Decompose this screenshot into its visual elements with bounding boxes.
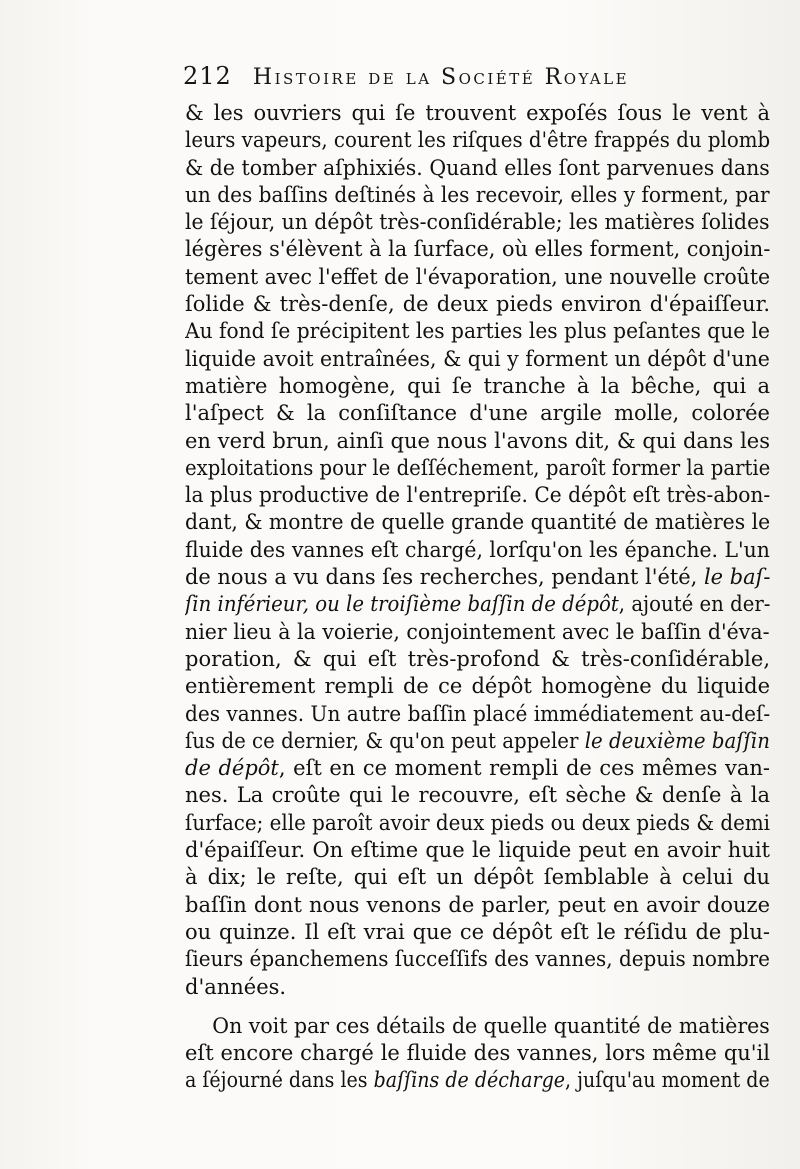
- running-title: Histoire de la Société Royale: [252, 65, 630, 90]
- italic-text: baſſins de décharge: [373, 1068, 566, 1093]
- text-segment: ſurface; elle paroît avoir deux pieds ou deux pieds & demi: [185, 810, 770, 835]
- text-line: [185, 1040, 770, 1067]
- text-line: [185, 646, 770, 673]
- text-line: [185, 728, 770, 755]
- text-line: [185, 509, 770, 536]
- text-line: [185, 482, 770, 509]
- text-line: [185, 428, 770, 455]
- italic-text: le baſ-: [703, 565, 771, 590]
- text-line: [185, 810, 770, 837]
- text-segment: de nous a vu dans ſes recherches, pendant l'été,: [185, 565, 704, 590]
- text-segment: liquide avoit entraînées, & qui y forment un dépôt d'une: [185, 346, 770, 371]
- text-line: [185, 946, 770, 973]
- text-line: [185, 291, 770, 318]
- text-segment: Au fond ſe précipitent les parties les plus peſantes que le: [185, 319, 770, 344]
- text-segment: eſt encore chargé le fluide des vannes, lors même qu'il: [185, 1041, 770, 1066]
- text-segment: des vannes. Un autre baſſin placé immédiatement au-deſ-: [185, 701, 771, 726]
- text-line: [185, 264, 770, 291]
- text-segment: baſſin dont nous venons de parler, peut en avoir douze: [185, 892, 770, 917]
- text-line: [185, 782, 770, 809]
- text-segment: en verd brun, ainſi que nous l'avons dit, & qui dans les: [185, 428, 770, 453]
- text-line: [185, 755, 770, 782]
- text-line: [185, 701, 770, 728]
- italic-text: ſin inférieur, ou le troiſième baſſin de dépôt: [185, 592, 619, 617]
- text-line: [185, 373, 770, 400]
- text-segment: dant, & montre de quelle grande quantité de matières le: [185, 510, 770, 535]
- text-segment: à dix; le reſte, qui eſt un dépôt ſemblable à celui du: [185, 865, 770, 890]
- text-line: [185, 455, 770, 482]
- body-text: [185, 100, 770, 1095]
- text-segment: poration, & qui eſt très-profond & très-conſidérable,: [185, 646, 770, 671]
- text-line: [185, 974, 770, 1001]
- page-header: [183, 62, 743, 102]
- text-line: [185, 591, 770, 618]
- italic-text: le deuxième baſſin: [584, 728, 770, 753]
- text-line: [185, 318, 770, 345]
- text-line: [185, 537, 770, 564]
- text-line: [185, 346, 770, 373]
- text-line: [185, 209, 770, 236]
- paragraph: [185, 1013, 770, 1095]
- text-line: [185, 400, 770, 427]
- text-segment: le ſéjour, un dépôt très-conſidérable; les matières ſolides: [185, 210, 770, 235]
- text-segment: , juſqu'au moment de: [565, 1068, 770, 1093]
- page-number: 212: [183, 62, 232, 90]
- text-segment: , ajouté en der-: [618, 592, 770, 617]
- text-line: [185, 892, 770, 919]
- text-segment: ou quinze. Il eſt vrai que ce dépôt eſt le réſidu de plu-: [185, 919, 770, 944]
- text-line: [185, 564, 770, 591]
- text-segment: légères s'élèvent à la ſurface, où elles forment, conjoin-: [185, 237, 770, 262]
- text-line: [185, 919, 770, 946]
- paragraph: [185, 100, 770, 1001]
- text-segment: l'aſpect & la conſiſtance d'une argile molle, colorée: [185, 401, 770, 426]
- text-segment: , eſt en ce moment rempli de ces mêmes van-: [278, 756, 770, 781]
- text-segment: ſolide & très-denſe, de deux pieds environ d'épaiſſeur.: [185, 292, 770, 317]
- text-segment: leurs vapeurs, courent les riſques d'être frappés du plomb: [185, 128, 770, 153]
- italic-text: de dépôt: [185, 756, 279, 781]
- text-segment: ſus de ce dernier, & qu'on peut appeler: [185, 728, 585, 753]
- text-segment: exploitations pour le deſſéchement, paroît former la partie: [185, 455, 770, 480]
- text-line: [185, 155, 770, 182]
- text-line: [185, 864, 770, 891]
- text-segment: matière homogène, qui ſe tranche à la bêche, qui a: [185, 373, 770, 398]
- text-segment: d'épaiſſeur. On eſtime que le liquide peut en avoir huit: [185, 838, 770, 863]
- text-segment: d'années.: [185, 974, 287, 999]
- text-segment: tement avec l'effet de l'évaporation, une nouvelle croûte: [185, 264, 771, 289]
- text-segment: un des baſſins deſtinés à les recevoir, elles y forment, par: [185, 182, 770, 207]
- text-segment: nes. La croûte qui le recouvre, eſt sèche & denſe à la: [185, 783, 770, 808]
- paragraph-gap: [185, 1001, 770, 1013]
- text-line: [185, 100, 770, 127]
- text-segment: a ſéjourné dans les: [185, 1068, 374, 1093]
- text-segment: la plus productive de l'entrepriſe. Ce dépôt eſt très-abon-: [185, 483, 771, 508]
- text-line: [185, 127, 770, 154]
- text-line: [185, 236, 770, 263]
- text-segment: On voit par ces détails de quelle quantité de matières: [212, 1013, 770, 1038]
- text-segment: & les ouvriers qui ſe trouvent expoſés ſous le vent à: [185, 101, 770, 125]
- text-segment: & de tomber aſphixiés. Quand elles ſont parvenues dans: [185, 155, 770, 180]
- text-line: [185, 619, 770, 646]
- text-line: [185, 673, 770, 700]
- text-segment: ſieurs épanchemens ſucceſſifs des vannes, depuis nombre: [185, 947, 770, 972]
- text-line: [185, 1013, 797, 1040]
- text-segment: nier lieu à la voierie, conjointement avec le baſſin d'éva-: [185, 619, 770, 644]
- text-line: [185, 837, 770, 864]
- text-segment: entièrement rempli de ce dépôt homogène du liquide: [185, 674, 770, 699]
- text-segment: fluide des vannes eſt chargé, lorſqu'on les épanche. L'un: [185, 537, 770, 562]
- text-line: [185, 182, 770, 209]
- text-line: [185, 1067, 770, 1094]
